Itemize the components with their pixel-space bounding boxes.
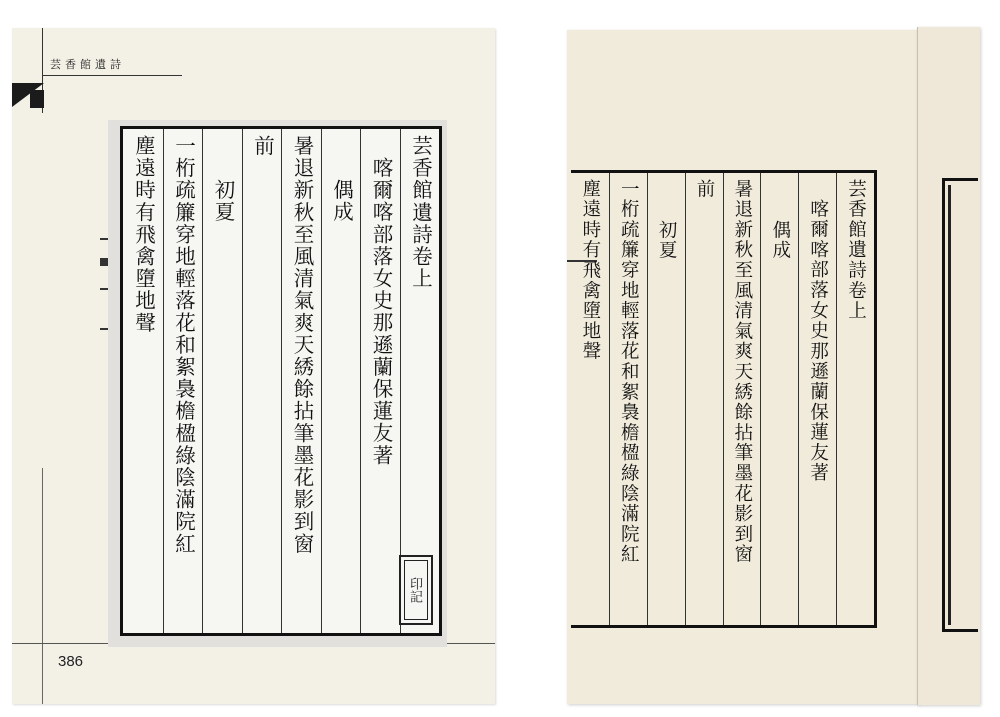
text-column — [685, 173, 723, 625]
column-text: 塵遠時有飛禽墮地聲 — [579, 179, 601, 362]
modern-reprint-page — [12, 28, 495, 704]
corner-tab-block — [30, 90, 44, 108]
text-column — [281, 129, 321, 633]
page-number: 386 — [58, 653, 84, 670]
column-text: 前 — [250, 135, 275, 158]
collector-seal — [399, 555, 433, 625]
text-column — [609, 173, 647, 625]
column-text: 暑退新秋至風清氣爽天綉餘拈筆墨花影到窗 — [731, 179, 753, 565]
text-column — [836, 173, 874, 625]
header-rule — [42, 75, 182, 76]
column-text: 初夏 — [656, 219, 678, 261]
column-text: 喀爾喀部落女史那遜蘭保蓮友著 — [369, 157, 393, 467]
text-column — [647, 173, 685, 625]
column-text: 前 — [694, 179, 715, 200]
seal-glyphs: 印記 — [404, 560, 428, 620]
text-column — [321, 129, 361, 633]
text-column — [760, 173, 798, 625]
column-text: 偶成 — [769, 219, 791, 261]
column-text: 初夏 — [211, 179, 235, 224]
text-columns — [123, 129, 439, 633]
column-text: 一桁疏簾穿地輕落花和絮裊檐楹綠陰滿院紅 — [618, 179, 640, 565]
text-block-frame — [120, 126, 442, 636]
column-text: 喀爾喀部落女史那遜蘭保蓮友著 — [807, 199, 829, 484]
column-text: 暑退新秋至風清氣爽天綉餘拈筆墨花影到窗 — [290, 135, 314, 555]
column-text: 塵遠時有飛禽墮地聲 — [131, 135, 156, 334]
column-text: 芸香館遺詩卷上 — [845, 179, 867, 322]
margin-rule — [42, 468, 43, 704]
text-column — [798, 173, 836, 625]
text-column — [723, 173, 761, 625]
text-column — [242, 129, 282, 633]
column-text: 偶成 — [329, 179, 354, 224]
text-column — [360, 129, 400, 633]
next-leaf-rule — [948, 185, 951, 625]
column-text: 芸香館遺詩卷上 — [408, 135, 433, 290]
text-column — [123, 129, 163, 633]
text-column — [163, 129, 203, 633]
woodblock-text-frame — [571, 170, 877, 628]
text-column — [571, 173, 609, 625]
running-header: 芸香館遺詩 — [50, 58, 125, 71]
text-columns — [571, 173, 874, 625]
text-column — [202, 129, 242, 633]
column-text: 一桁疏簾穿地輕落花和絮裊檐楹綠陰滿院紅 — [171, 135, 196, 555]
